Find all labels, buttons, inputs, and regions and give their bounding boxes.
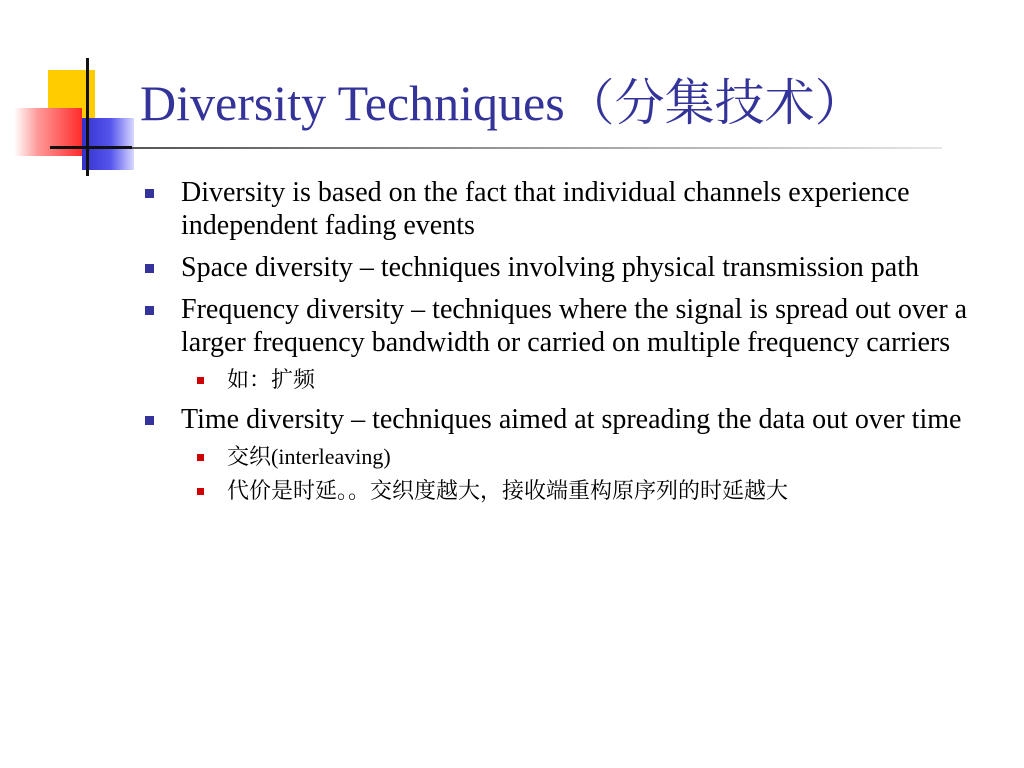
bullet-list <box>144 176 994 505</box>
slide-content <box>144 176 994 514</box>
bullet-item-frequency-diversity <box>144 293 994 394</box>
sub-bullet-list <box>181 366 994 394</box>
small-square-bullet-icon <box>197 488 204 495</box>
bullet-text: Frequency diversity – techniques where the signal is spread out over a larger frequency bandwidth or carried on multiple frequency carriers <box>181 294 968 358</box>
sub-bullet-text: 代价是时延。。交织度越大，接收端重构原序列的时延越大 <box>227 478 789 503</box>
sub-bullet-item <box>181 443 994 471</box>
bullet-item-time-diversity <box>144 403 994 505</box>
horizontal-line <box>50 146 132 149</box>
bullet-text: Time diversity – techniques aimed at spreading the data out over time <box>181 404 962 435</box>
bullet-text: Space diversity – techniques involving physical transmission path <box>181 252 919 283</box>
square-bullet-icon <box>145 306 154 315</box>
small-square-bullet-icon <box>197 377 204 384</box>
bullet-item-diversity <box>144 176 994 242</box>
square-bullet-icon <box>145 264 154 273</box>
sub-bullet-item <box>181 477 994 505</box>
square-bullet-icon <box>145 416 154 425</box>
sub-bullet-text: 交织(interleaving) <box>227 444 391 469</box>
sub-bullet-item <box>181 366 994 394</box>
sub-bullet-text: 如：扩频 <box>227 367 316 392</box>
title-underline <box>132 147 942 149</box>
bullet-text: Diversity is based on the fact that individual channels experience independent fading events <box>181 177 910 241</box>
small-square-bullet-icon <box>197 454 204 461</box>
slide-title: Diversity Techniques（分集技术） <box>140 75 865 131</box>
sub-bullet-list <box>181 443 994 505</box>
vertical-line <box>86 58 89 176</box>
bullet-item-space-diversity <box>144 251 994 284</box>
square-bullet-icon <box>145 189 154 198</box>
blue-block <box>82 118 134 170</box>
